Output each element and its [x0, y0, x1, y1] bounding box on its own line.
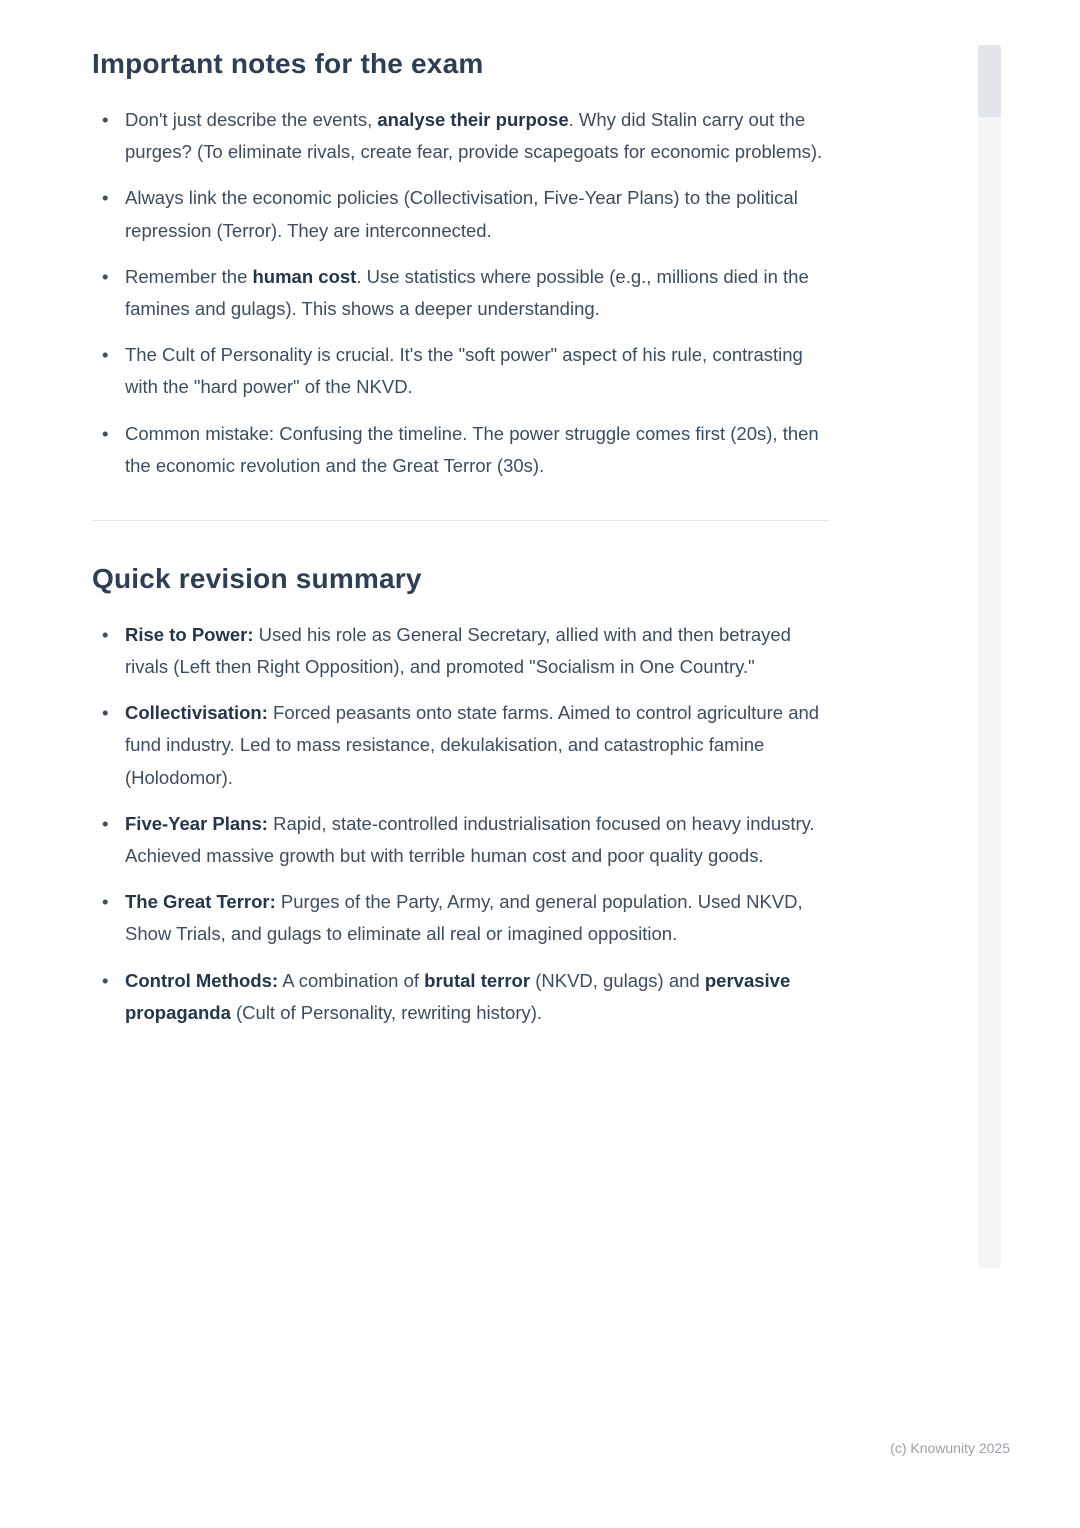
bullet-list	[92, 104, 830, 482]
scrollbar-thumb[interactable]	[978, 45, 1001, 117]
body-text: Common mistake: Confusing the timeline. The power struggle comes first (20s), then the economic revolution and the Great Terror (30s).	[125, 422, 819, 476]
bold-text: The Great Terror:	[125, 891, 276, 913]
document-page	[92, 0, 830, 1043]
body-text: Rapid, state-controlled industrialisation focused on heavy industry. Achieved massive growth but with terrible human cost and poor quality goods.	[125, 812, 815, 866]
bullet-item	[92, 619, 830, 683]
body-text: Always link the economic policies (Collectivisation, Five-Year Plans) to the political repression (Terror). They are interconnected.	[125, 187, 798, 241]
sections-container	[92, 48, 830, 1029]
bullet-item	[92, 418, 830, 482]
body-text: Don't just describe the events,	[125, 109, 378, 130]
bold-text: brutal terror	[424, 969, 531, 991]
bullet-item	[92, 339, 830, 403]
bold-text: pervasive propaganda	[125, 969, 791, 1023]
bold-text: analyse their purpose	[377, 109, 569, 130]
body-text: Used his role as General Secretary, allied with and then betrayed rivals (Left then Right Opposition), and promoted "Socialism in One Country."	[125, 623, 791, 678]
body-text: . Why did Stalin carry out the purges? (To eliminate rivals, create fear, provide scapegoats for economic problems).	[125, 109, 823, 163]
body-text: The Cult of Personality is crucial. It's the "soft power" aspect of his rule, contrasting with the "hard power" of the NKVD.	[125, 344, 803, 398]
section-title: Important notes for the exam	[92, 48, 484, 79]
bold-text: Rise to Power:	[125, 623, 254, 645]
section-divider	[92, 520, 830, 521]
body-text: Forced peasants onto state farms. Aimed to control agriculture and fund industry. Led to mass resistance, dekulakisation, and catastrophic famine (Holodomor).	[125, 702, 820, 788]
section-quick-revision-summary	[92, 563, 830, 1029]
bold-text: Collectivisation:	[125, 702, 268, 724]
bullet-item	[92, 886, 830, 950]
body-text: A combination of	[278, 969, 425, 991]
bullet-item	[92, 104, 830, 168]
body-text: Remember the	[125, 265, 253, 287]
bold-text: Five-Year Plans:	[125, 812, 268, 834]
section-important-notes	[92, 48, 830, 482]
body-text: Purges of the Party, Army, and general population. Used NKVD, Show Trials, and gulags to eliminate all real or imagined opposition.	[125, 891, 803, 945]
bullet-item	[92, 697, 830, 794]
copyright-text: (c) Knowunity 2025	[890, 1440, 1010, 1456]
bullet-item	[92, 261, 830, 325]
body-text: (Cult of Personality, rewriting history).	[230, 1001, 543, 1023]
body-text: . Use statistics where possible (e.g., millions died in the famines and gulags). This shows a deeper understanding.	[125, 265, 809, 319]
bullet-item	[92, 808, 830, 872]
scrollbar-track[interactable]	[978, 45, 1001, 1268]
body-text: (NKVD, gulags) and	[530, 969, 705, 991]
section-title: Quick revision summary	[92, 562, 422, 594]
bold-text: Control Methods:	[125, 969, 279, 991]
bullet-item	[92, 965, 830, 1029]
bullet-list	[92, 619, 830, 1029]
bold-text: human cost	[252, 265, 357, 287]
bullet-item	[92, 182, 830, 246]
